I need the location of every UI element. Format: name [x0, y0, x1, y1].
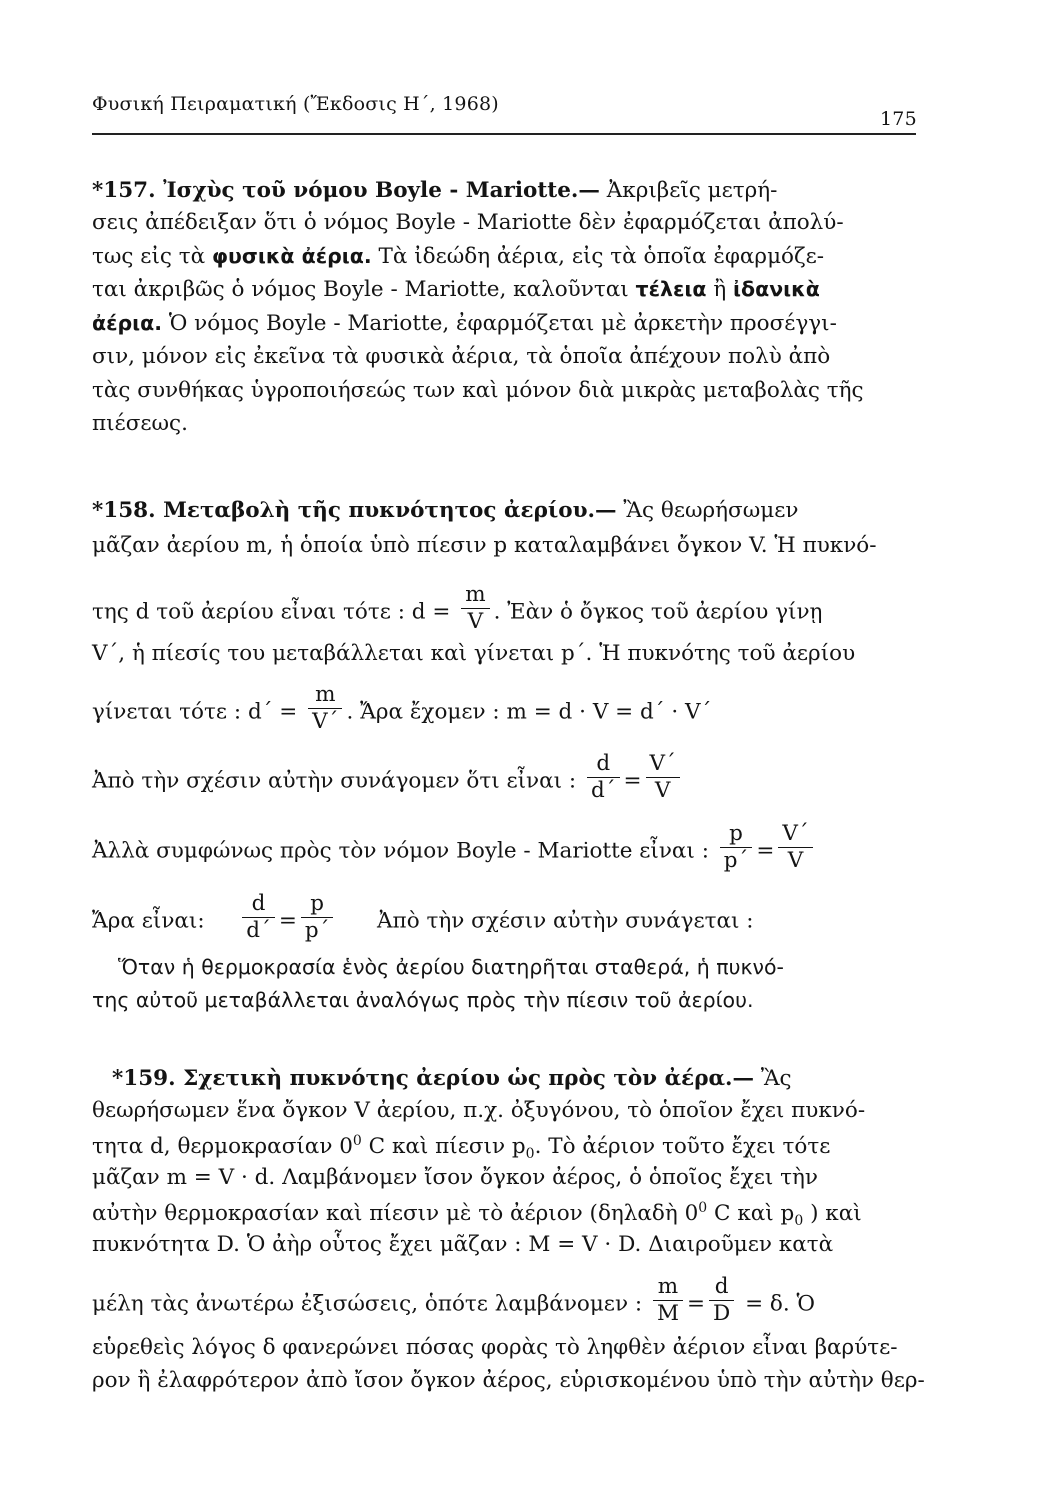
s159-line-6: πυκνότητα D. Ὁ ἀὴρ οὗτος ἔχει μᾶζαν : M = V · D. Διαιροῦμεν κατὰ — [92, 1232, 834, 1257]
term-perfect: τέλεια — [635, 277, 707, 301]
header-rule — [92, 133, 916, 135]
s158-line-5: γίνεται τότε : d΄ = $\frac{m}{V΄}$ . Ἄρα ἔχομεν : m = d · V = d΄ · V΄ — [92, 682, 712, 734]
s159-line-1: *159. Σχετικὴ πυκνότης ἀερίου ὡς πρὸς τὸν ἀέρα.— Ἂς — [112, 1066, 792, 1091]
fraction-d-over-dprime: $\frac{d}{d΄}$ — [587, 753, 620, 802]
s159-line-7: μέλη τὰς ἀνωτέρω ἐξισώσεις, ὁπότε λαμβάνομεν : $\frac{m}{M}$ = $\frac{d}{D}$ = δ. Ὁ — [92, 1274, 816, 1326]
s159-line-2: θεωρήσωμεν ἕνα ὄγκον V ἀερίου, π.χ. ὀξυγόνου, τὸ ὁποῖον ἔχει πυκνό- — [92, 1098, 866, 1123]
s158-heading: *158. Μεταβολὴ τῆς πυκνότητος ἀερίου.— — [92, 498, 617, 523]
s157-line-2: σεις ἀπέδειξαν ὅτι ὁ νόμος Boyle - Mariotte δὲν ἐφαρμόζεται ἀπολύ- — [92, 210, 844, 235]
s159-line-3: τητα d, θερμοκρασίαν $0^0$ C καὶ πίεσιν $p_0$. Τὸ ἀέριον τοῦτο ἔχει τότε — [92, 1133, 831, 1162]
s159-line-5: αὐτὴν θερμοκρασίαν καὶ πίεσιν μὲ τὸ ἀέριον (δηλαδὴ $0^0$ C καὶ $p_0$ ) καὶ — [92, 1200, 862, 1229]
fraction-p-over-pprime-2: $\frac{p}{p΄}$ — [301, 893, 334, 942]
s158-line-4: V΄, ἡ πίεσίς του μεταβάλλεται καὶ γίνεται p΄. Ἡ πυκνότης τοῦ ἀερίου — [92, 641, 856, 666]
running-header: Φυσική Πειραματική (Ἔκδοσις Η΄, 1968) — [92, 93, 499, 115]
fraction-vprime-over-v: $\frac{V΄}{V}$ — [646, 753, 680, 802]
fraction-m-over-M: $\frac{m}{M}$ — [653, 1276, 683, 1325]
s159-line-4: μᾶζαν m = V · d. Λαμβάνομεν ἴσον ὄγκον ἀέρος, ὁ ὁποῖος ἔχει τὴν — [92, 1165, 818, 1190]
s158-conclusion-2: της αὐτοῦ μεταβάλλεται ἀναλόγως πρὸς τὴν πίεσιν τοῦ ἀερίου. — [92, 988, 754, 1012]
term-ideal: ἰδανικὰ — [733, 277, 820, 301]
s159-heading: *159. Σχετικὴ πυκνότης ἀερίου ὡς πρὸς τὸν ἀέρα.— — [112, 1066, 755, 1091]
s157-line-3: τως εἰς τὰ φυσικὰ ἀέρια. Τὰ ἰδεώδη ἀέρια, εἰς τὰ ὁποῖα ἐφαρμόζε- — [92, 244, 825, 269]
s158-line-1: *158. Μεταβολὴ τῆς πυκνότητος ἀερίου.— Ἂς θεωρήσωμεν — [92, 498, 799, 523]
s157-line-7: τὰς συνθήκας ὑγροποιήσεώς των καὶ μόνον διὰ μικρὰς μεταβολὰς τῆς — [92, 378, 864, 403]
s157-line-6: σιν, μόνον εἰς ἐκεῖνα τὰ φυσικὰ ἀέρια, τὰ ὁποῖα ἀπέχουν πολὺ ἀπὸ — [92, 344, 831, 369]
fraction-m-over-v: $\frac{m}{V}$ — [461, 584, 489, 633]
page-number: 175 — [880, 108, 917, 130]
term-physical-gases: φυσικὰ ἀέρια. — [212, 244, 372, 268]
s158-line-3: της d τοῦ ἀερίου εἶναι τότε : d = $\frac{m}{V}$ . Ἐὰν ὁ ὄγκος τοῦ ἀερίου γίνῃ — [92, 582, 823, 634]
s158-line-6: Ἀπὸ τὴν σχέσιν αὐτὴν συνάγομεν ὅτι εἶναι : $\frac{d}{d΄}$ = $\frac{V΄}{V}$ — [92, 757, 918, 806]
fraction-d-over-dprime-2: $\frac{d}{d΄}$ — [242, 893, 275, 942]
s158-line-7: Ἀλλὰ συμφώνως πρὸς τὸν νόμον Boyle - Mariotte εἶναι : $\frac{p}{p΄}$ = $\frac{V΄}{V}$ — [92, 827, 918, 876]
fraction-p-over-pprime: $\frac{p}{p΄}$ — [720, 823, 753, 872]
fraction-m-over-vprime: $\frac{m}{V΄}$ — [308, 684, 342, 733]
s157-line-5: ἀέρια. Ὁ νόμος Boyle - Mariotte, ἐφαρμόζεται μὲ ἀρκετὴν προσέγγι- — [92, 311, 837, 336]
fraction-vprime-over-v-2: $\frac{V΄}{V}$ — [778, 823, 812, 872]
s158-line-2: μᾶζαν ἀερίου m, ἡ ὁποία ὑπὸ πίεσιν p καταλαμβάνει ὄγκον V. Ἡ πυκνό- — [92, 533, 877, 558]
s159-line-8: εὑρεθεὶς λόγος δ φανερώνει πόσας φορὰς τὸ ληφθὲν ἀέριον εἶναι βαρύτε- — [92, 1335, 898, 1360]
s158-conclusion-1: Ὅταν ἡ θερμοκρασία ἑνὸς ἀερίου διατηρῆται σταθερά, ἡ πυκνό- — [118, 955, 784, 979]
fraction-d-over-D: $\frac{d}{D}$ — [709, 1276, 734, 1325]
s158-line-8: Ἄρα εἶναι: $\frac{d}{d΄}$ = $\frac{p}{p΄}$ Ἀπὸ τὴν σχέσιν αὐτὴν συνάγεται : — [92, 891, 754, 943]
term-gases: ἀέρια. — [92, 311, 163, 335]
s157-heading: *157. Ἰσχὺς τοῦ νόμου Boyle - Mariotte.— — [92, 178, 600, 203]
s157-line-8: πιέσεως. — [92, 411, 188, 436]
s157-line-1: *157. Ἰσχὺς τοῦ νόμου Boyle - Mariotte.— Ἀκριβεῖς μετρή- — [92, 178, 778, 203]
s159-line-9: ρον ἢ ἐλαφρότερον ἀπὸ ἴσον ὄγκον ἀέρος, εὑρισκομένου ὑπὸ τὴν αὐτὴν θερ- — [92, 1368, 925, 1393]
s157-line-4: ται ἀκριβῶς ὁ νόμος Boyle - Mariotte, καλοῦνται τέλεια ἢ ἰδανικὰ — [92, 277, 820, 302]
